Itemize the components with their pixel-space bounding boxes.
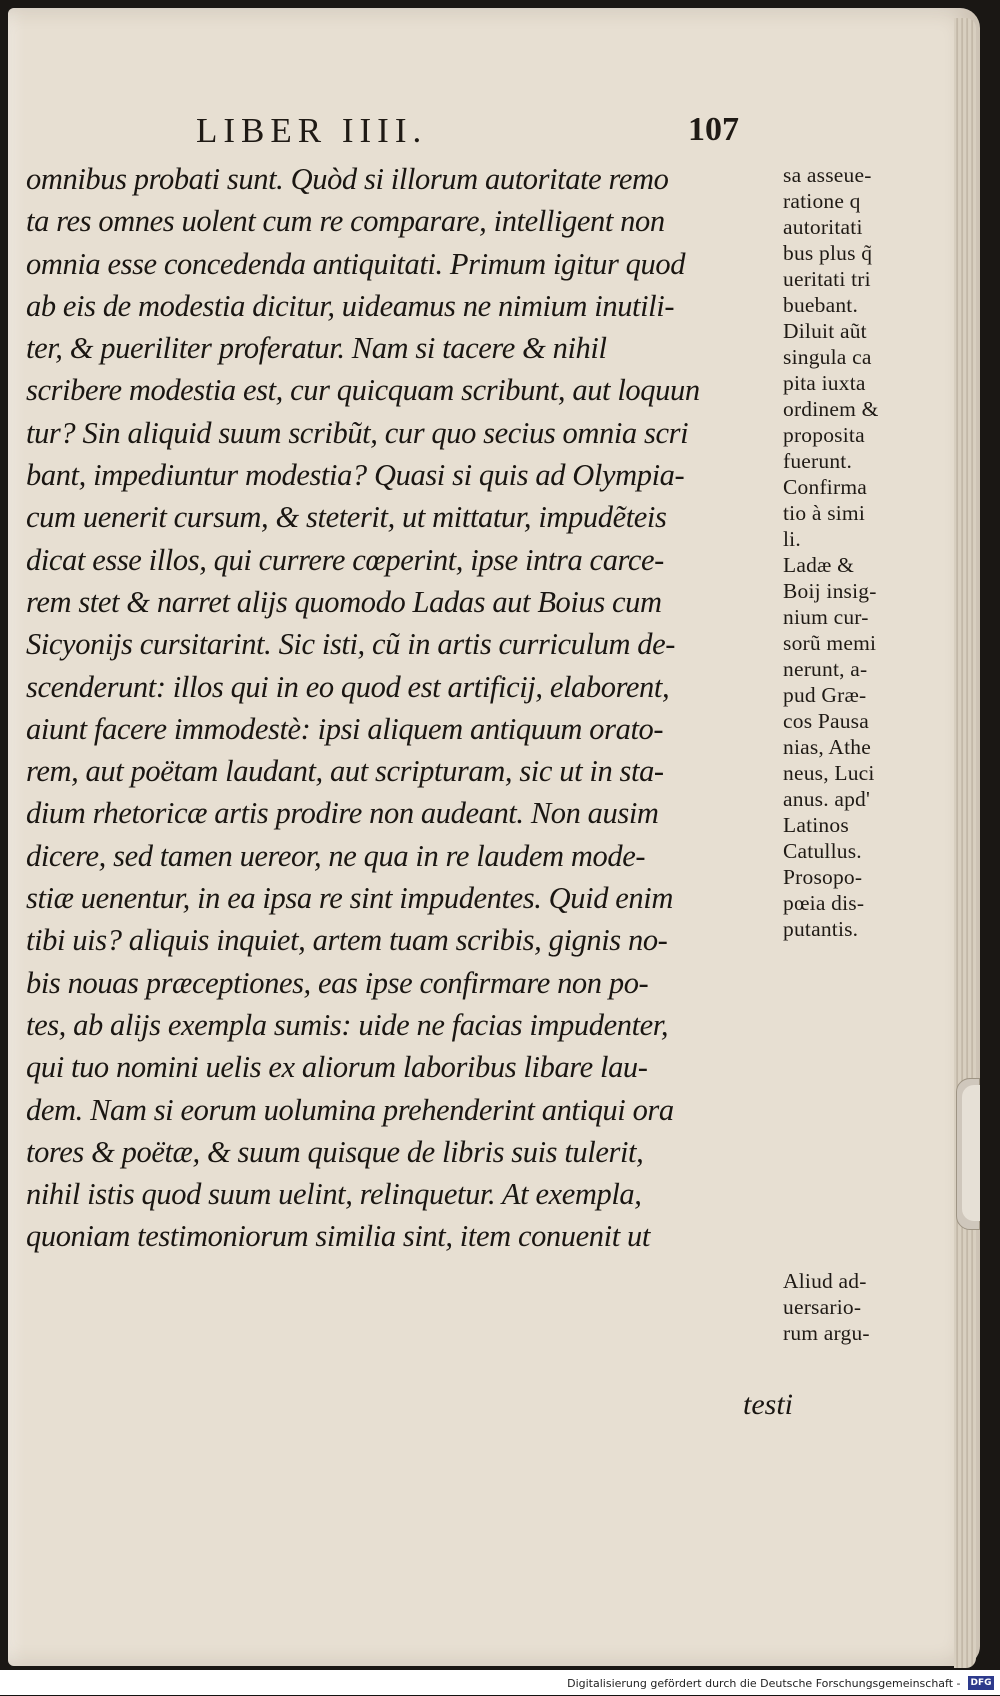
margin-note-line: ueritati tri [783,267,871,291]
margin-note-line: nerunt, a- [783,657,868,681]
text-line: aiunt facere immodestè: ipsi aliquem antiquum orato- [26,711,664,746]
book-page [8,8,980,1666]
margin-note-line: Boij insig- [783,579,877,603]
margin-note-line: putantis. [783,917,859,941]
text-line: tur? Sin aliquid suum scribũt, cur quo secius omnia scri [26,415,689,450]
margin-note-line: Diluit aũt [783,319,867,343]
text-line: stiæ uenentur, in ea ipsa re sint impudentes. Quid enim [26,881,673,916]
margin-note-line: Aliud ad- [783,1269,867,1293]
text-line: Sicyonijs cursitarint. Sic isti, cũ in artis curriculum de- [26,627,676,662]
margin-note-line: Latinos [783,813,849,837]
margin-note-line: singula ca [783,345,872,369]
margin-note-line: nium cur- [783,605,869,629]
margin-note-line: pud Græ- [783,683,867,707]
margin-note-line: rum argu- [783,1321,870,1345]
text-line: nihil istis quod suum uelint, relinquetur. At exempla, [26,1177,642,1212]
margin-note-line: tio à simi [783,501,866,525]
text-line: qui tuo nomini uelis ex aliorum laboribus libare lau- [26,1050,648,1085]
text-line: bant, impediuntur modestia? Quasi si quis ad Olympia- [26,458,685,493]
margin-note-line: ratione q [783,189,861,213]
text-line: bis nouas præceptiones, eas ipse confirmare non po- [26,965,649,1000]
margin-note-line: li. [783,527,801,551]
margin-note-line: pœia dis- [783,891,865,915]
page-edge [954,18,976,1668]
text-line: ta res omnes uolent cum re comparare, intelligent non [26,204,665,239]
bookmark-tab [956,1078,980,1230]
text-line: dicat esse illos, qui currere cœperint, ipse intra carce- [26,542,664,577]
margin-note-line: neus, Luci [783,761,875,785]
margin-note-line: cos Pausa [783,709,869,733]
margin-note-line: anus. apd' [783,787,871,811]
text-line: rem stet & narret alijs quomodo Ladas aut Boius cum [26,584,662,619]
catchword: testi [743,1388,793,1421]
margin-note-line: sa asseue- [783,163,872,187]
margin-note-line: uersario- [783,1295,862,1319]
text-line: omnibus probati sunt. Quòd si illorum autoritate remo [26,162,669,196]
margin-notes-group-1 [783,162,933,942]
text-line: dium rhetoricæ artis prodire non audeant. Non ausim [26,796,659,831]
margin-note-line: Ladæ & [783,553,855,577]
margin-note-line: Confirma [783,475,867,499]
running-header [28,111,748,153]
running-title: LIBER IIII. [196,111,428,150]
margin-note-line: bus plus q̃ [783,241,873,265]
text-line: rem, aut poëtam laudant, aut scripturam, sic ut in sta- [26,754,664,789]
text-line: scribere modestia est, cur quicquam scribunt, aut loquun [26,373,700,408]
margin-note-line: pita iuxta [783,371,866,395]
page-number: 107 [688,111,739,148]
margin-note-line: fuerunt. [783,449,853,473]
text-line: cum uenerit cursum, & steterit, ut mittatur, impudẽteis [26,500,667,535]
text-line: ab eis de modestia dicitur, uideamus ne nimium inutili- [26,288,675,323]
text-line: tores & poëtæ, & suum quisque de libris suis tulerit, [26,1134,644,1169]
footer-credit: Digitalisierung gefördert durch die Deutsche Forschungsgemeinschaft - [567,1676,961,1690]
margin-note-line: sorũ memi [783,631,877,655]
margin-note-line: nias, Athe [783,735,871,759]
main-text-block [26,158,796,1258]
text-line: tibi uis? aliquis inquiet, artem tuam scribis, gignis no- [26,923,668,958]
digitization-footer [0,1670,1000,1695]
text-line: tes, ab alijs exempla sumis: uide ne facias impudenter, [26,1007,669,1042]
text-line: quoniam testimoniorum similia sint, item conuenit ut [26,1219,650,1254]
margin-note-line: ordinem & [783,397,879,421]
margin-note-line: buebant. [783,293,859,317]
text-line: dem. Nam si eorum uolumina prehenderint antiqui ora [26,1092,674,1127]
margin-note-line: Catullus. [783,839,862,863]
margin-note-line: autoritati [783,215,863,239]
text-line: ter, & pueriliter proferatur. Nam si tacere & nihil [26,331,607,366]
margin-note-line: proposita [783,423,865,447]
margin-notes-group-2 [783,1268,933,1346]
dfg-logo-icon: DFG [968,1676,994,1690]
text-line: dicere, sed tamen uereor, ne qua in re laudem mode- [26,838,646,873]
margin-note-line: Prosopo- [783,865,863,889]
text-line: omnia esse concedenda antiquitati. Primum igitur quod [26,246,686,281]
text-line: scenderunt: illos qui in eo quod est artificij, elaborent, [26,669,670,704]
